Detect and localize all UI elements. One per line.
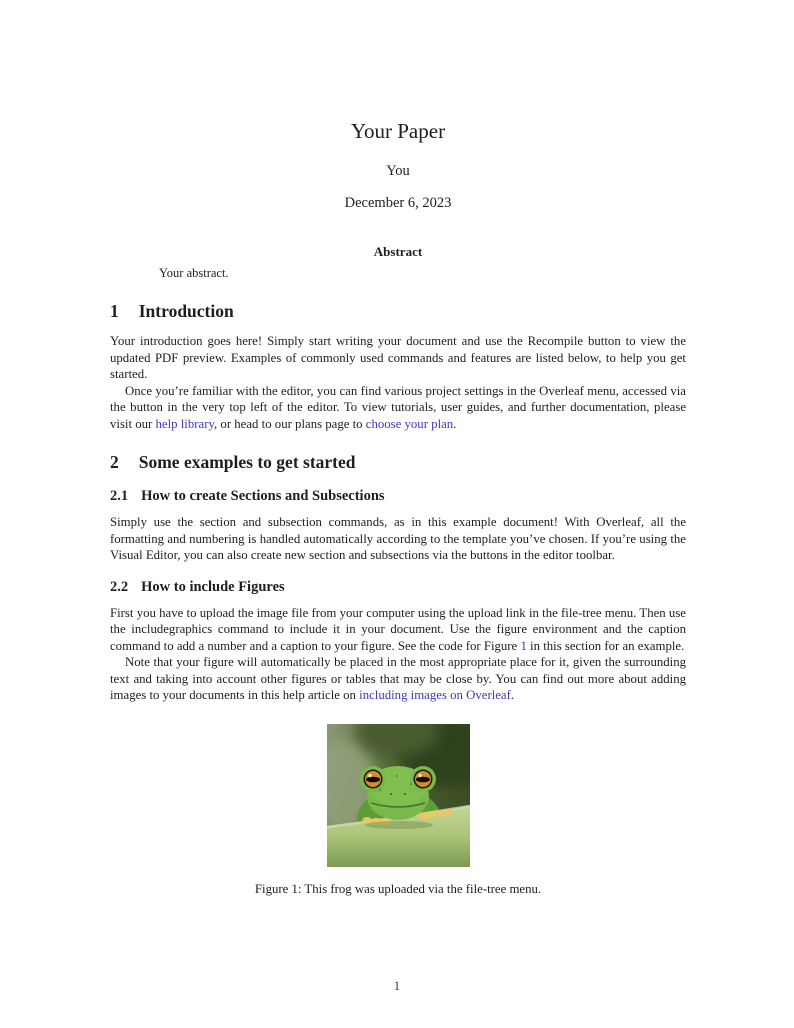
- subsection-number: 2.2: [110, 578, 129, 595]
- subsection-title: How to include Figures: [141, 578, 285, 595]
- paragraph-text: Simply use the section and subsection commands, as in this example document! With Overleaf, all the formatting and numbering is handled automatically according to the template you’ve chosen. If you’re using the Visual Editor, you can also create new section and subsections via the buttons in the editor toolbar.: [110, 515, 686, 562]
- choose-your-plan-link[interactable]: choose your plan: [365, 416, 454, 431]
- intro-paragraph-1: [110, 333, 686, 383]
- paragraph-text: .: [453, 416, 457, 431]
- paragraph-text: .: [510, 688, 515, 702]
- figure-1-ref-link[interactable]: 1: [520, 638, 527, 653]
- section-heading-introduction: [110, 301, 686, 322]
- abstract-heading: Abstract: [373, 244, 423, 259]
- frog-photo-image: [327, 724, 470, 867]
- figure-1: [110, 724, 686, 897]
- figure-caption: Figure 1: This frog was uploaded via the file-tree menu.: [254, 881, 542, 896]
- paragraph-text: Your introduction goes here! Simply start writing your document and use the Recompile button to view the updated PDF preview. Examples of commonly used commands and features are listed below, to help you get started.: [110, 334, 686, 381]
- paragraph-text: Note that your figure will automatically be placed in the most appropriate place for it, given the surrounding text and taking into account other figures or tables that may be close by. You can find out more about adding images to your documents in this help article on: [110, 655, 686, 702]
- figures-paragraph-1: [110, 605, 686, 655]
- subsection-heading-figures: [110, 579, 686, 596]
- paragraph-text: , or head to our plans page to: [214, 416, 366, 431]
- including-images-link[interactable]: including images on Overleaf: [359, 688, 511, 702]
- section-heading-examples: [110, 452, 686, 473]
- figures-paragraph-2: [110, 654, 686, 704]
- section-number: 2: [110, 452, 119, 472]
- section-number: 1: [110, 301, 119, 321]
- abstract-text: Your abstract.: [159, 266, 229, 280]
- paper-author: You: [386, 163, 410, 179]
- subsection-heading-sections: [110, 488, 686, 505]
- paragraph-text: in this section for an example.: [526, 638, 685, 653]
- subsection-number: 2.1: [110, 488, 129, 504]
- section-title: Introduction: [138, 301, 234, 321]
- section-title: Some examples to get started: [138, 452, 356, 472]
- page-number: 1: [393, 979, 401, 993]
- paper-date: December 6, 2023: [344, 195, 452, 211]
- intro-paragraph-2: [110, 383, 686, 433]
- help-library-link[interactable]: help library: [155, 416, 215, 431]
- paper-title: Your Paper: [350, 119, 446, 143]
- paragraph-text: Once you’re familiar with the editor, you can find various project settings in the Overleaf menu, accessed via the button in the very top left of the editor. To view tutorials, user guides, and further documentation, please visit our: [110, 383, 686, 431]
- subsection-title: How to create Sections and Subsections: [141, 488, 385, 504]
- paragraph-text: First you have to upload the image file from your computer using the upload link in the file-tree menu. Then use the includegraphics command to include it in your document. Use the figure environment and the caption command to add a number and a caption to your figure. See the code for Figure: [110, 605, 686, 653]
- sections-paragraph: [110, 514, 686, 564]
